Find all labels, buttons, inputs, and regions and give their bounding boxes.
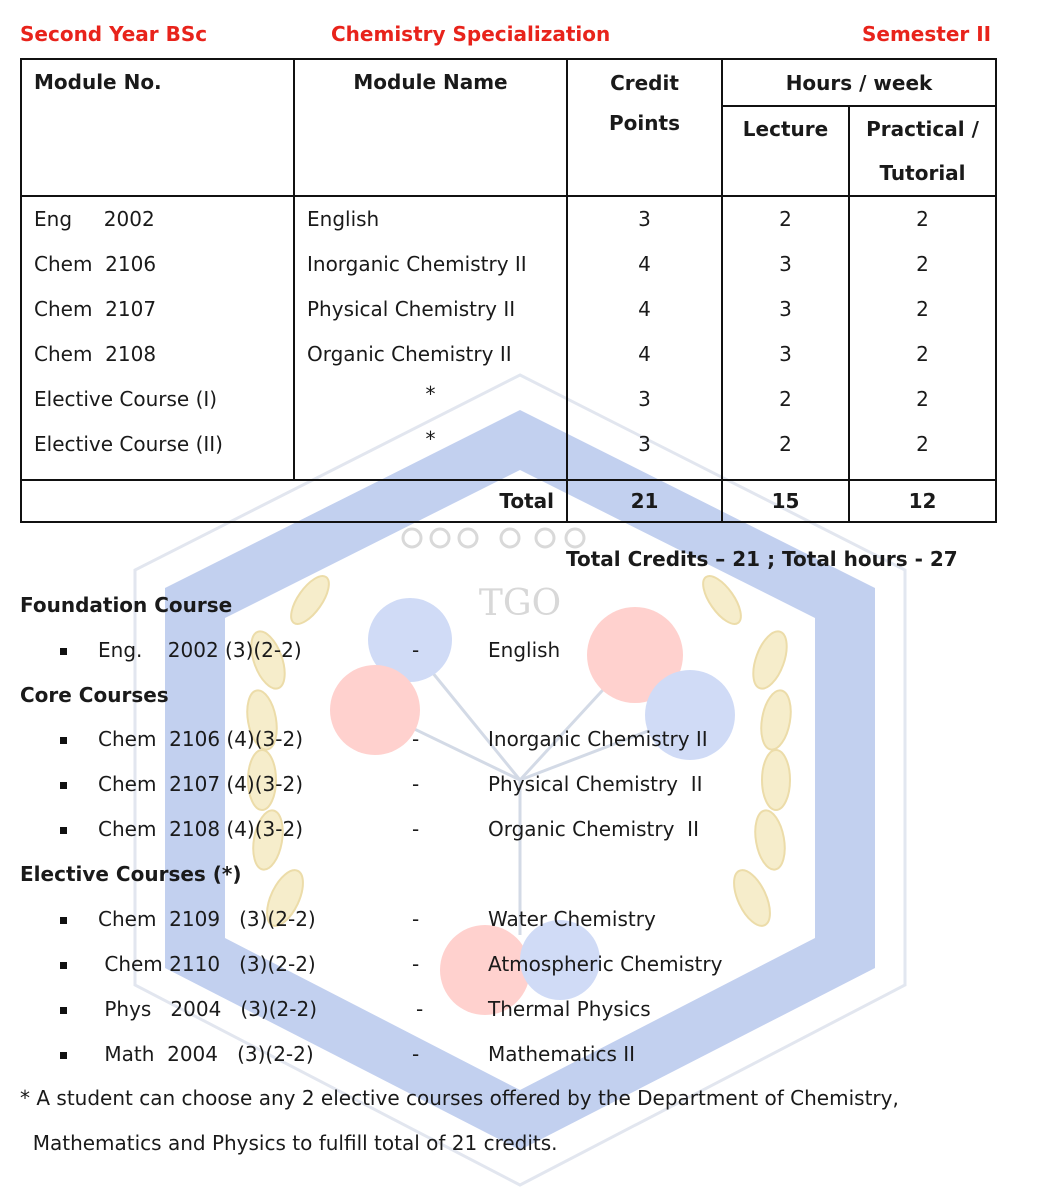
bullet-icon	[60, 737, 67, 744]
credit-points: 4	[567, 286, 722, 331]
separator: -	[412, 817, 420, 841]
table-row	[21, 196, 996, 241]
lecture-hours: 2	[722, 196, 849, 241]
module-name: Inorganic Chemistry II	[294, 241, 567, 286]
module-no: Chem 2106	[21, 241, 294, 286]
separator: -	[416, 997, 424, 1021]
header-lecture: Lecture	[722, 106, 849, 151]
module-table	[20, 58, 997, 523]
bullet-icon	[60, 782, 67, 789]
course-name: Physical Chemistry II	[488, 772, 703, 796]
course-name: Mathematics II	[488, 1042, 636, 1066]
practical-hours: 2	[849, 241, 996, 286]
course-name: Inorganic Chemistry II	[488, 727, 708, 751]
course-name: Organic Chemistry II	[488, 817, 699, 841]
practical-hours: 2	[849, 331, 996, 376]
module-name: Physical Chemistry II	[294, 286, 567, 331]
separator: -	[412, 772, 420, 796]
practical-hours: 2	[849, 421, 996, 466]
header-tutorial: Tutorial	[849, 151, 996, 196]
foundation-title: Foundation Course	[20, 593, 233, 617]
total-lecture: 15	[722, 480, 849, 522]
course-code: Phys 2004 (3)(2-2)	[98, 997, 317, 1021]
course-name: Thermal Physics	[488, 997, 651, 1021]
separator: -	[412, 638, 420, 662]
module-name: English	[294, 196, 567, 241]
total-label: Total	[21, 480, 567, 522]
bullet-icon	[60, 1007, 67, 1014]
course-code: Chem 2107 (4)(3-2)	[98, 772, 303, 796]
bullet-icon	[60, 827, 67, 834]
bullet-icon	[60, 962, 67, 969]
header-practical: Practical /	[849, 106, 996, 151]
course-code: Math 2004 (3)(2-2)	[98, 1042, 314, 1066]
course-name: Water Chemistry	[488, 907, 656, 931]
course-code: Chem 2109 (3)(2-2)	[98, 907, 316, 931]
total-practical: 12	[849, 480, 996, 522]
lecture-hours: 2	[722, 421, 849, 466]
header-specialization: Chemistry Specialization	[331, 22, 611, 46]
bullet-icon	[60, 917, 67, 924]
course-code: Eng. 2002 (3)(2-2)	[98, 638, 302, 662]
header-module-name: Module Name	[294, 59, 567, 196]
module-no: Eng 2002	[21, 196, 294, 241]
core-title: Core Courses	[20, 683, 169, 707]
course-name: English	[488, 638, 561, 662]
separator: -	[412, 727, 420, 751]
bullet-icon	[60, 648, 67, 655]
header-program: Second Year BSc	[20, 22, 208, 46]
lecture-hours: 2	[722, 376, 849, 421]
module-name: *	[294, 376, 567, 421]
footnote-line-2: Mathematics and Physics to fulfill total of 21 credits.	[20, 1131, 558, 1155]
lecture-hours: 3	[722, 331, 849, 376]
course-name: Atmospheric Chemistry	[488, 952, 723, 976]
bullet-icon	[60, 1052, 67, 1059]
table-row	[21, 421, 996, 466]
credit-points: 3	[567, 196, 722, 241]
totals-summary: Total Credits – 21 ; Total hours - 27	[566, 547, 958, 571]
course-code: Chem 2108 (4)(3-2)	[98, 817, 303, 841]
header-credit: Credit	[567, 59, 722, 106]
header-hours: Hours / week	[722, 59, 996, 106]
separator: -	[412, 907, 420, 931]
practical-hours: 2	[849, 196, 996, 241]
table-row	[21, 331, 996, 376]
module-no: Elective Course (II)	[21, 421, 294, 466]
module-no: Chem 2108	[21, 331, 294, 376]
header-points: Points	[567, 106, 722, 151]
module-name: Organic Chemistry II	[294, 331, 567, 376]
credit-points: 4	[567, 241, 722, 286]
table-row	[21, 241, 996, 286]
credit-points: 4	[567, 331, 722, 376]
course-code: Chem 2106 (4)(3-2)	[98, 727, 303, 751]
elective-title: Elective Courses (*)	[20, 862, 242, 886]
module-no: Elective Course (I)	[21, 376, 294, 421]
watermark-text: TGO	[478, 583, 562, 624]
module-name: *	[294, 421, 567, 466]
lecture-hours: 3	[722, 241, 849, 286]
separator: -	[412, 1042, 420, 1066]
separator: -	[412, 952, 420, 976]
practical-hours: 2	[849, 376, 996, 421]
header-module-no: Module No.	[21, 59, 294, 196]
course-code: Chem 2110 (3)(2-2)	[98, 952, 316, 976]
credit-points: 3	[567, 376, 722, 421]
total-credit: 21	[567, 480, 722, 522]
module-no: Chem 2107	[21, 286, 294, 331]
practical-hours: 2	[849, 286, 996, 331]
table-row	[21, 376, 996, 421]
header-semester: Semester II	[862, 22, 992, 46]
footnote-line-1: * A student can choose any 2 elective courses offered by the Department of Chemistry,	[20, 1086, 899, 1110]
lecture-hours: 3	[722, 286, 849, 331]
table-row	[21, 286, 996, 331]
credit-points: 3	[567, 421, 722, 466]
total-row	[21, 480, 996, 522]
